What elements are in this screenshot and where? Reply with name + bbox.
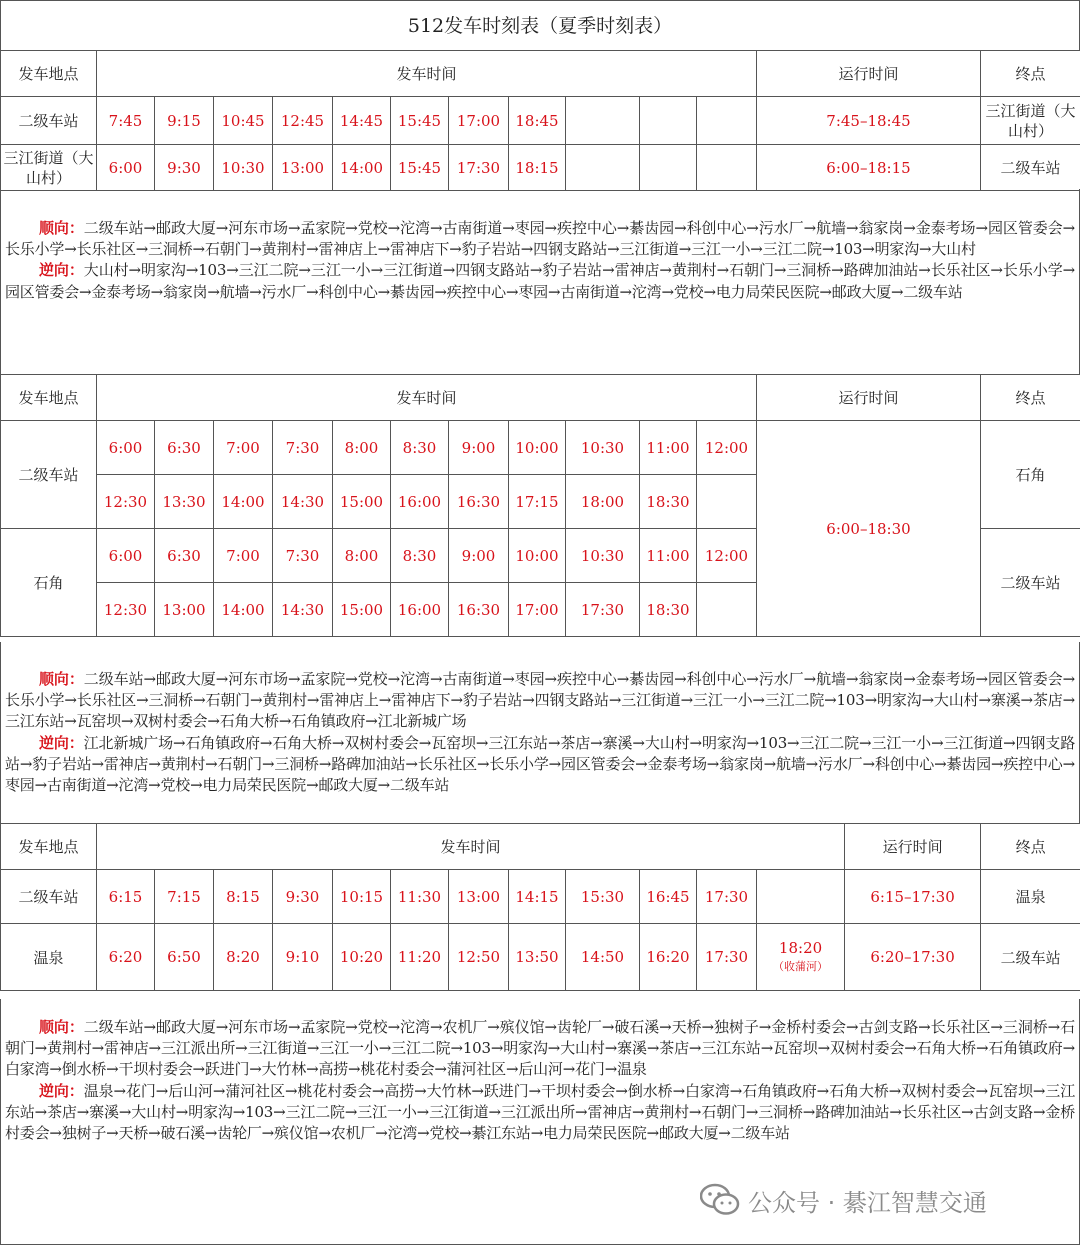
- departure-time: [697, 97, 757, 145]
- departure-time: 13:00: [155, 583, 214, 637]
- departure-time: 13:00: [273, 145, 333, 191]
- wechat-icon: [700, 1183, 740, 1217]
- reverse-route: 大山村→明家沟→103→三江二院→三江一小→三江街道→四钢支路站→豹子岩站→雷神店→黄荆村→石朝门→三洞桥→路碑加油站→长乐社区→长乐小学→园区管委会→金泰考场→翁家岗→航墙→污水厂→科创中心→綦齿园→疾控中心→枣园→古南街道→沱湾→党校→电力局荣民医院→邮政大厦→二级车站: [5, 261, 1075, 301]
- departure-time: 8:15: [214, 870, 273, 924]
- departure-time: 7:15: [155, 870, 214, 924]
- departure-time: 12:45: [273, 97, 333, 145]
- running-time: 6:15–17:30: [845, 870, 981, 924]
- departure-time: [566, 97, 640, 145]
- last-departure: [757, 924, 845, 991]
- departure-time: 14:45: [333, 97, 391, 145]
- departure-time: 10:15: [333, 870, 391, 924]
- origin-cell: 二级车站: [1, 421, 97, 529]
- departure-time: 10:30: [566, 421, 640, 475]
- departure-time: 12:30: [97, 475, 155, 529]
- origin-cell: 三江街道（大山村）: [1, 145, 97, 191]
- departure-time: 8:20: [214, 924, 273, 991]
- departure-time: 11:30: [391, 870, 449, 924]
- departure-time: 13:50: [509, 924, 566, 991]
- departure-time: 14:15: [509, 870, 566, 924]
- departure-time: 6:30: [155, 421, 214, 475]
- header-terminal: 终点: [981, 51, 1080, 97]
- departure-time: 11:20: [391, 924, 449, 991]
- terminal-cell: 石角: [981, 421, 1080, 529]
- forward-label: 顺向：: [39, 670, 84, 688]
- departure-time: 17:30: [566, 583, 640, 637]
- departure-time: 14:30: [273, 583, 333, 637]
- departure-time: 10:30: [566, 529, 640, 583]
- timetable-1: [0, 50, 1080, 191]
- timetable-3: [0, 823, 1080, 991]
- departure-time: 6:00: [97, 529, 155, 583]
- origin-cell: 二级车站: [1, 97, 97, 145]
- origin-cell: 二级车站: [1, 870, 97, 924]
- departure-time: 7:30: [273, 421, 333, 475]
- departure-time: 10:00: [509, 529, 566, 583]
- departure-time: 6:00: [97, 421, 155, 475]
- header-departure: 发车时间: [97, 824, 845, 870]
- departure-time: 17:30: [697, 870, 757, 924]
- header-row: [1, 824, 1080, 870]
- terminal-cell: 三江街道（大山村）: [981, 97, 1080, 145]
- reverse-label: 逆向：: [39, 261, 84, 280]
- departure-time: 14:00: [214, 475, 273, 529]
- running-time: 6:00–18:15: [757, 145, 981, 191]
- forward-route: 二级车站→邮政大厦→河东市场→孟家院→党校→沱湾→古南街道→枣园→疾控中心→綦齿园→科创中心→污水厂→航墙→翁家岗→金泰考场→园区管委会→长乐小学→长乐社区→三洞桥→石朝门→黄荆村→雷神店上→雷神店下→豹子岩站→四钢支路站→三江街道→三江一小→三江二院→103→明家沟→大山村: [5, 219, 1075, 259]
- table-row: [1, 145, 1080, 191]
- departure-time: 16:45: [640, 870, 697, 924]
- terminal-cell: 二级车站: [981, 529, 1080, 637]
- departure-time: 6:20: [97, 924, 155, 991]
- departure-time: [566, 145, 640, 191]
- header-departure: 发车时间: [97, 51, 757, 97]
- departure-time: [640, 145, 697, 191]
- departure-time: 9:10: [273, 924, 333, 991]
- departure-time: 6:00: [97, 145, 155, 191]
- departure-time: 14:00: [214, 583, 273, 637]
- departure-time: 15:00: [333, 475, 391, 529]
- departure-time: 17:30: [697, 924, 757, 991]
- departure-time: 8:00: [333, 421, 391, 475]
- header-origin: 发车地点: [1, 51, 97, 97]
- departure-time: 10:45: [214, 97, 273, 145]
- departure-time: 17:30: [449, 145, 509, 191]
- terminal-cell: 二级车站: [981, 924, 1080, 991]
- timetable-2: [0, 374, 1080, 637]
- terminal-cell: 二级车站: [981, 145, 1080, 191]
- departure-time: 17:00: [509, 583, 566, 637]
- departure-time: 7:00: [214, 529, 273, 583]
- header-origin: 发车地点: [1, 824, 97, 870]
- departure-time: 15:30: [566, 870, 640, 924]
- reverse-route: 江北新城广场→石角镇政府→石角大桥→双树村委会→瓦窑坝→三江东站→茶店→寨溪→大山村→明家沟→103→三江二院→三江一小→三江街道→四钢支路站→豹子岩站→雷神店→黄荆村→石朝门→三洞桥→路碑加油站→长乐社区→长乐小学→园区管委会→金泰考场→翁家岗→航墙→污水厂→科创中心→綦齿园→疾控中心→枣园→古南街道→沱湾→党校→电力局荣民医院→邮政大厦→二级车站: [5, 733, 1076, 795]
- departure-time: 13:00: [449, 870, 509, 924]
- forward-label: 顺向：: [39, 1018, 84, 1036]
- departure-time: 10:30: [214, 145, 273, 191]
- departure-time: 18:30: [640, 475, 697, 529]
- departure-time: 7:00: [214, 421, 273, 475]
- route-desc-1: [0, 189, 1080, 375]
- route-desc-2: [0, 642, 1080, 824]
- departure-time: 15:45: [391, 97, 449, 145]
- departure-time: 18:30: [640, 583, 697, 637]
- origin-cell: 温泉: [1, 924, 97, 991]
- departure-time: 6:50: [155, 924, 214, 991]
- header-running: 运行时间: [757, 375, 981, 421]
- departure-time: 9:30: [273, 870, 333, 924]
- terminal-cell: 温泉: [981, 870, 1080, 924]
- forward-route: 二级车站→邮政大厦→河东市场→孟家院→党校→沱湾→古南街道→枣园→疾控中心→綦齿园→科创中心→污水厂→航墙→翁家岗→金泰考场→园区管委会→长乐小学→长乐社区→三洞桥→石朝门→黄荆村→雷神店上→雷神店下→豹子岩站→四钢支路站→三江街道→三江一小→三江二院→103→明家沟→大山村→寨溪→茶店→三江东站→瓦窑坝→双树村委会→石角大桥→石角镇政府→江北新城广场: [5, 670, 1075, 731]
- departure-time: 18:00: [566, 475, 640, 529]
- departure-time: 6:30: [155, 529, 214, 583]
- page-title: 512发车时刻表（夏季时刻表）: [0, 0, 1080, 50]
- departure-time: 14:30: [273, 475, 333, 529]
- departure-time: 12:30: [97, 583, 155, 637]
- table-row: [1, 924, 1080, 991]
- departure-time: 13:30: [155, 475, 214, 529]
- forward-route: 二级车站→邮政大厦→河东市场→孟家院→党校→沱湾→农机厂→殡仪馆→齿轮厂→破石溪→天桥→独树子→金桥村委会→古剑支路→长乐社区→三洞桥→石朝门→黄荆村→雷神店→三江派出所→三江街道→三江一小→三江二院→103→明家沟→大山村→寨溪→茶店→三江东站→瓦窑坝→双树村委会→石角大桥→石角镇政府→白家湾→倒水桥→干坝村委会→跃进门→大竹林→高捞→桃花村委会→蒲河社区→后山河→花门→温泉: [5, 1018, 1075, 1079]
- departure-time: 17:00: [449, 97, 509, 145]
- departure-time: 11:00: [640, 529, 697, 583]
- departure-time: 8:00: [333, 529, 391, 583]
- departure-time: 7:45: [97, 97, 155, 145]
- departure-time: 16:20: [640, 924, 697, 991]
- departure-time: 16:30: [449, 475, 509, 529]
- departure-time: [640, 97, 697, 145]
- header-row: [1, 375, 1080, 421]
- header-origin: 发车地点: [1, 375, 97, 421]
- departure-time: 8:30: [391, 421, 449, 475]
- running-time: 6:20–17:30: [845, 924, 981, 991]
- departure-time: 18:15: [509, 145, 566, 191]
- departure-time: [697, 475, 757, 529]
- departure-time: 7:30: [273, 529, 333, 583]
- origin-cell: 石角: [1, 529, 97, 637]
- departure-time: 14:50: [566, 924, 640, 991]
- departure-time: 10:00: [509, 421, 566, 475]
- running-time: 7:45–18:45: [757, 97, 981, 145]
- departure-time: [697, 145, 757, 191]
- departure-time: 9:30: [155, 145, 214, 191]
- departure-time: 11:00: [640, 421, 697, 475]
- watermark-text: 公众号 · 綦江智慧交通: [748, 1188, 987, 1217]
- departure-time: 17:15: [509, 475, 566, 529]
- reverse-route: 温泉→花门→后山河→蒲河社区→桃花村委会→高捞→大竹林→跃进门→干坝村委会→倒水桥→白家湾→石角镇政府→石角大桥→双树村委会→瓦窑坝→三江东站→茶店→寨溪→大山村→明家沟→103→三江二院→三江一小→三江街道→三江派出所→雷神店→黄荆村→石朝门→三洞桥→路碑加油站→长乐社区→古剑支路→金桥村委会→独树子→天桥→破石溪→齿轮厂→殡仪馆→农机厂→沱湾→党校→綦江东站→电力局荣民医院→邮政大厦→二级车站: [5, 1081, 1076, 1143]
- header-running: 运行时间: [845, 824, 981, 870]
- departure-time: 16:30: [449, 583, 509, 637]
- reverse-label: 逆向：: [39, 733, 84, 752]
- departure-time: [697, 583, 757, 637]
- header-terminal: 终点: [981, 375, 1080, 421]
- watermark: [700, 1178, 987, 1222]
- departure-time: 12:50: [449, 924, 509, 991]
- departure-time: 9:00: [449, 421, 509, 475]
- departure-time: 9:00: [449, 529, 509, 583]
- last-departure-time: 18:20: [778, 938, 823, 957]
- departure-time: 16:00: [391, 475, 449, 529]
- header-departure: 发车时间: [97, 375, 757, 421]
- last-departure-note: （收蒲河）: [773, 959, 829, 973]
- departure-time: 6:15: [97, 870, 155, 924]
- departure-time: [757, 870, 845, 924]
- departure-time: 18:45: [509, 97, 566, 145]
- header-running: 运行时间: [757, 51, 981, 97]
- reverse-label: 逆向：: [39, 1081, 84, 1100]
- departure-time: 16:00: [391, 583, 449, 637]
- header-row: [1, 51, 1080, 97]
- running-time: 6:00–18:30: [757, 421, 981, 637]
- departure-time: 12:00: [697, 421, 757, 475]
- header-terminal: 终点: [981, 824, 1080, 870]
- departure-time: 15:00: [333, 583, 391, 637]
- departure-time: 12:00: [697, 529, 757, 583]
- departure-time: 8:30: [391, 529, 449, 583]
- table-row: [1, 421, 1080, 475]
- departure-time: 14:00: [333, 145, 391, 191]
- departure-time: 15:45: [391, 145, 449, 191]
- table-row: [1, 870, 1080, 924]
- forward-label: 顺向：: [39, 219, 84, 237]
- departure-time: 10:20: [333, 924, 391, 991]
- table-row: [1, 97, 1080, 145]
- departure-time: 9:15: [155, 97, 214, 145]
